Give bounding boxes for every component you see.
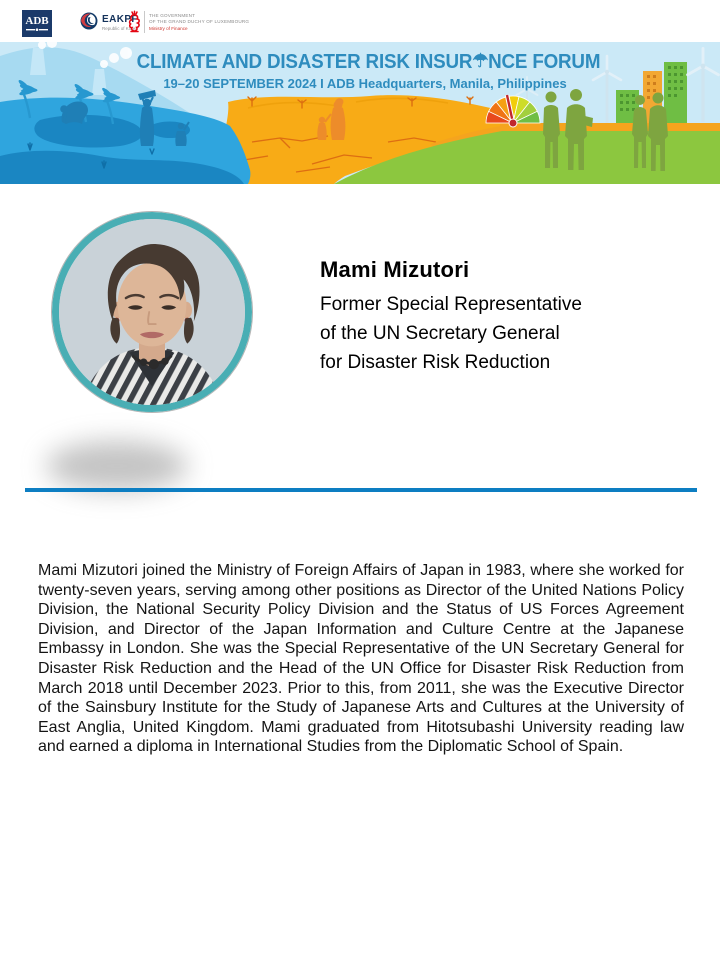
eakpf-emblem-icon bbox=[80, 12, 98, 30]
lux-line2: OF THE GRAND DUCHY OF LUXEMBOURG bbox=[149, 19, 250, 25]
forum-subtitle: 19–20 SEPTEMBER 2024 I ADB Headquarters, Manila, Philippines bbox=[163, 76, 567, 91]
eakpf-sublabel: Republic of Korea bbox=[102, 26, 138, 31]
adb-logo-icon bbox=[22, 10, 52, 37]
logo-strip bbox=[0, 0, 720, 42]
forum-title-text-pre: CLIMATE AND DISASTER RISK INSUR bbox=[136, 51, 473, 73]
luxembourg-logo-text bbox=[149, 10, 249, 33]
luxembourg-gov-logo bbox=[128, 10, 249, 33]
luxembourg-lion-icon bbox=[128, 10, 141, 33]
speaker-title-line-3: for Disaster Risk Reduction bbox=[320, 352, 551, 373]
speaker-info bbox=[320, 257, 582, 377]
logo-divider bbox=[144, 11, 145, 33]
adb-logo-text: ADB bbox=[25, 15, 49, 27]
adb-logo bbox=[22, 10, 52, 42]
eakpf-label: EAKPF bbox=[102, 14, 138, 25]
speaker-photo bbox=[52, 212, 252, 412]
speaker-biography: Mami Mizutori joined the Ministry of Foreign Affairs of Japan in 1983, where she worked for twenty-seven years, serving among other positions as Director of the United Nations Policy Division, the National Security Policy Division and the Status of US Forces Agreement Division, and Director of the Japan Information and Culture Centre at the Japanese Embassy in London. She was the Special Representative of the UN Secretary General for Disaster Risk Reduction and the Head of the UN Office for Disaster Risk Reduction from March 2018 until December 2023. Prior to this, from 2011, she was the Executive Director of the Sainsbury Institute for the Study of Japanese Arts and Cultures at the University of East Anglia, United Kingdom. Mami graduated from Hitotsubashi University reading law and earned a diploma in International Studies from the Diplomatic School of Spain. bbox=[38, 562, 684, 756]
speaker-name: Mami Mizutori bbox=[320, 257, 470, 282]
photo-shadow bbox=[46, 441, 188, 491]
forum-title bbox=[22, 51, 699, 74]
speaker-title-line-1: Former Special Representative bbox=[320, 294, 582, 315]
lux-line3: Ministry of Finance bbox=[149, 26, 188, 32]
section-divider bbox=[25, 488, 697, 492]
lux-line1: THE GOVERNMENT bbox=[149, 13, 196, 18]
forum-title-text-post: NCE FORUM bbox=[488, 51, 601, 73]
umbrella-a-icon: ☂ bbox=[472, 51, 489, 72]
speaker-title-line-2: of the UN Secretary General bbox=[320, 323, 560, 344]
forum-banner bbox=[0, 42, 720, 184]
portrait-illustration bbox=[59, 219, 245, 405]
